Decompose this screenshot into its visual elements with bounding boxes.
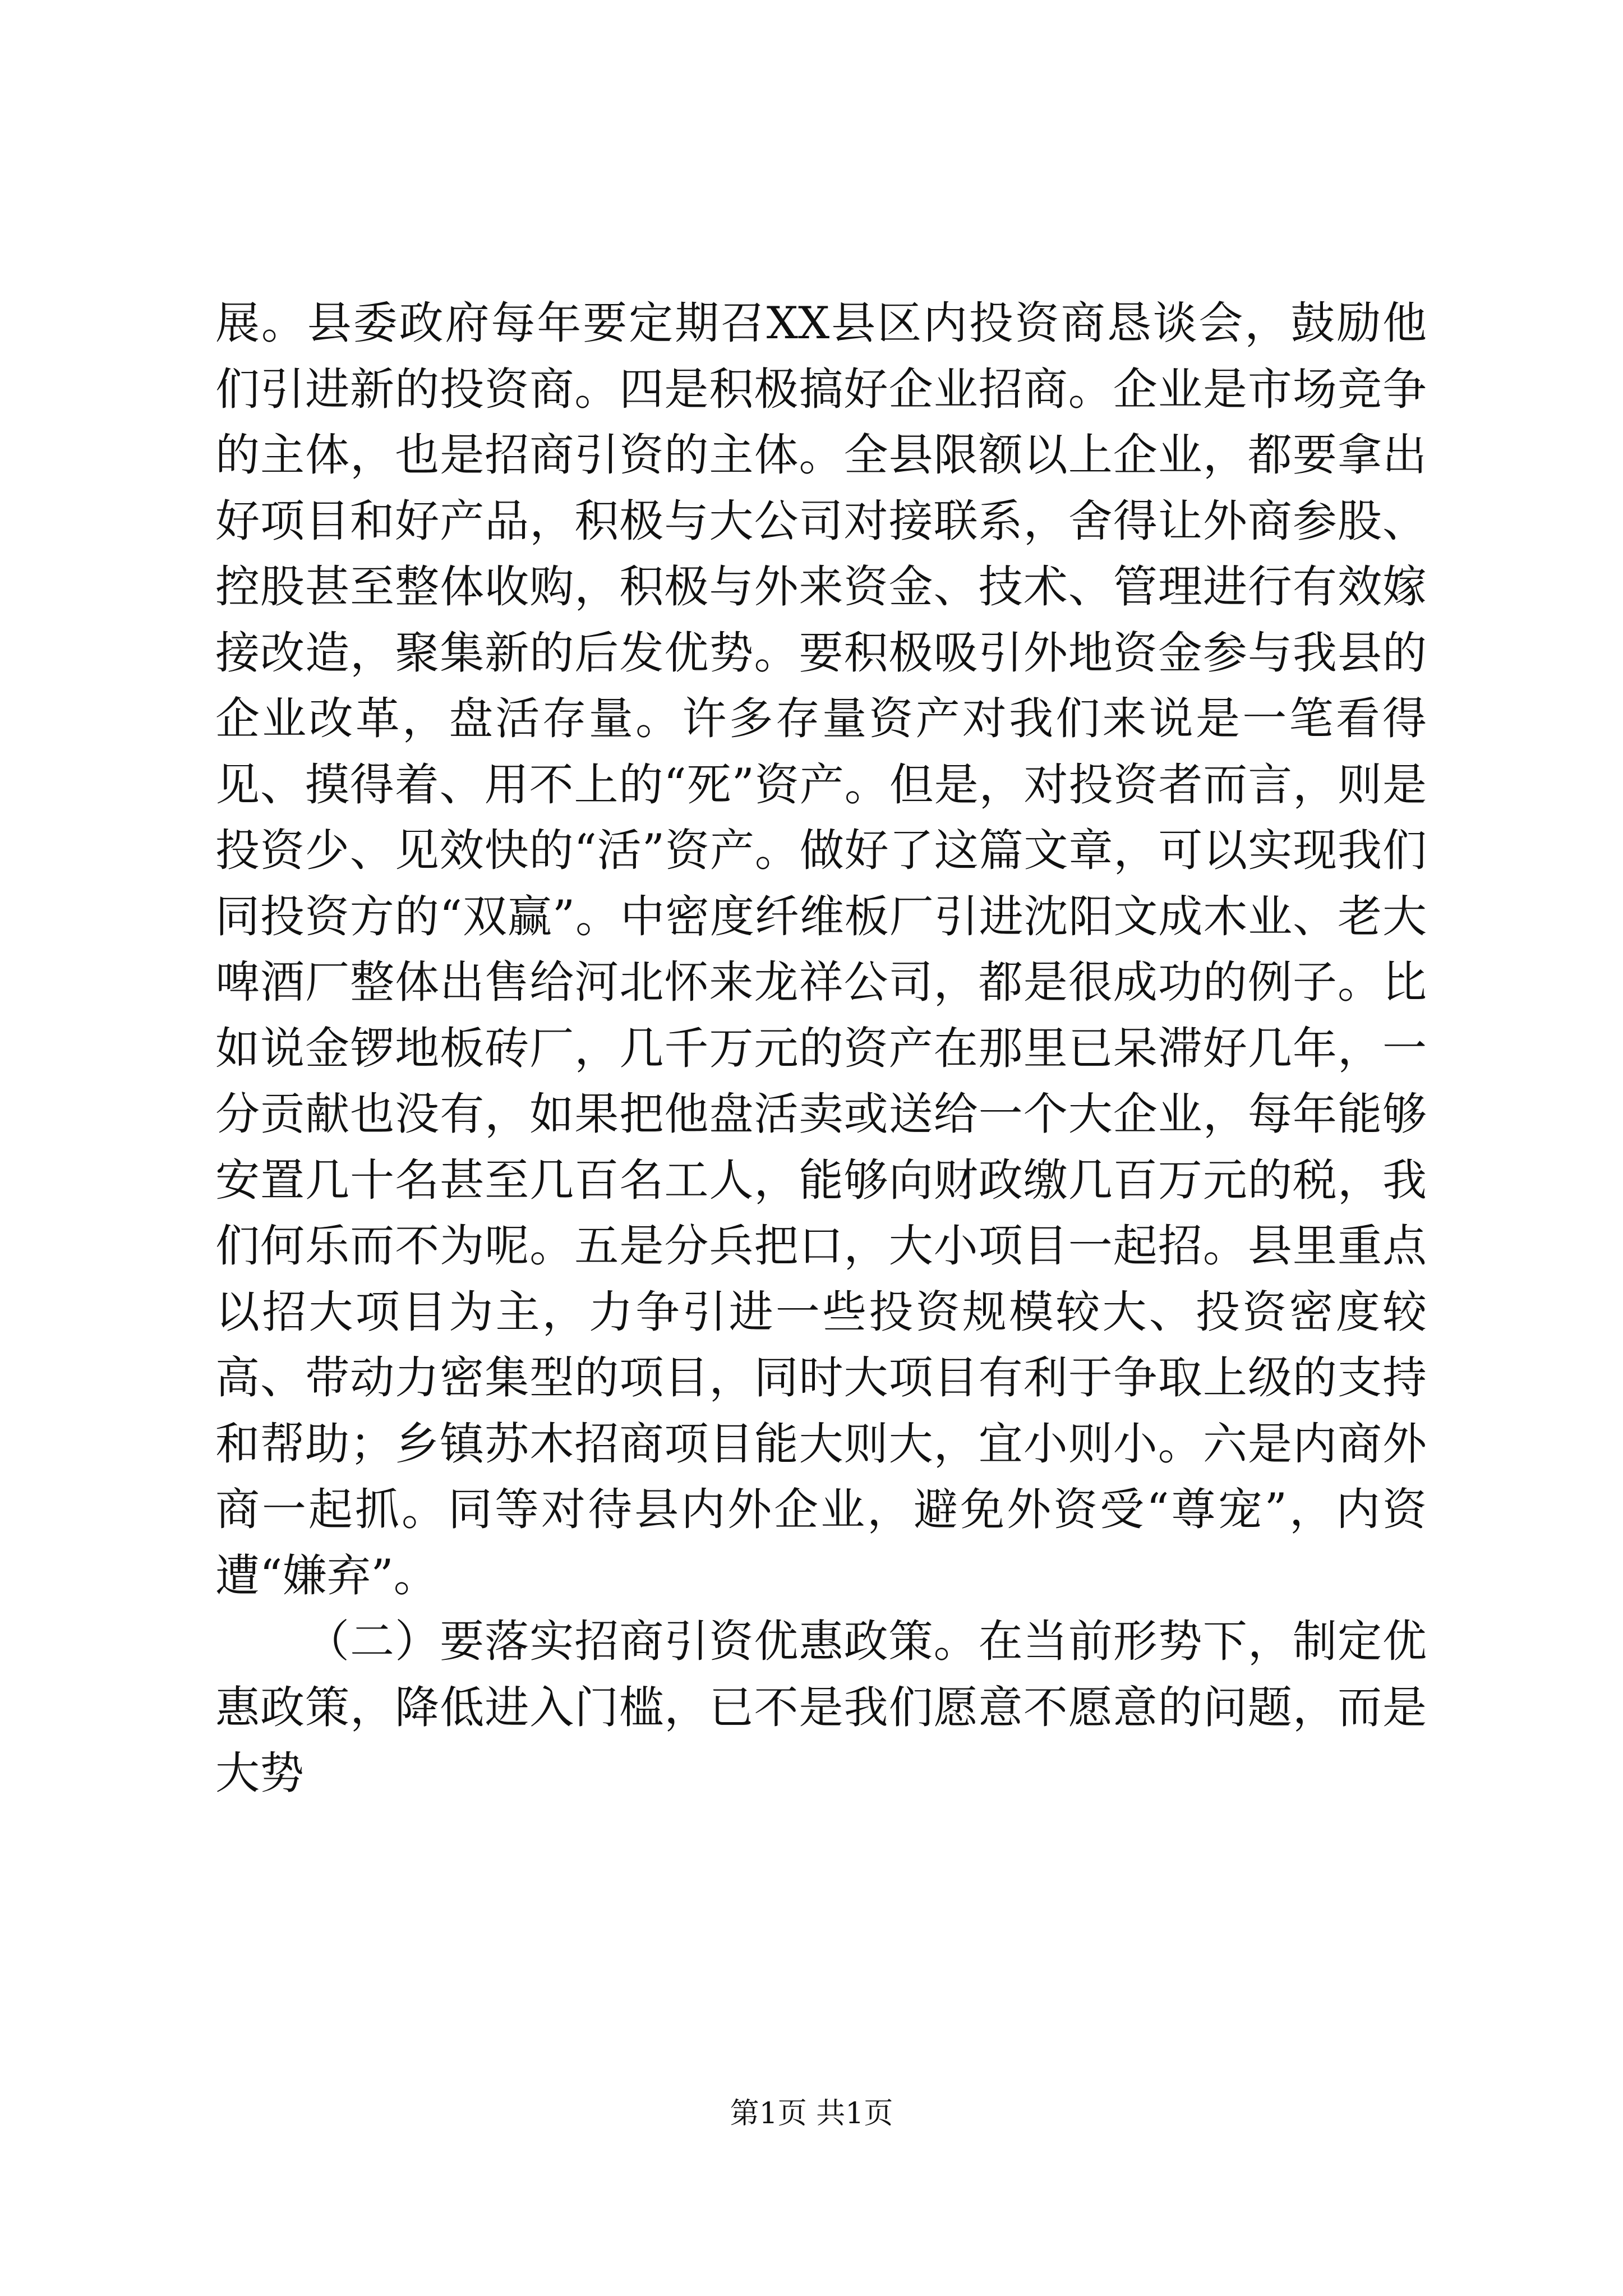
paragraph-2: （二）要落实招商引资优惠政策。在当前形势下，制定优惠政策，降低进入门槛，已不是我们愿意不愿意的问题，而是大势 [215, 1616, 1427, 1799]
paragraph-1: 展。县委政府每年要定期召XX县区内投资商恳谈会，鼓励他们引进新的投资商。四是积极搞好企业招商。企业是市场竞争的主体，也是招商引资的主体。全县限额以上企业，都要拿出好项目和好产品，积极与大公司对接联系，舍得让外商参股、控股甚至整体收购，积极与外来资金、技术、管理进行有效嫁接改造，聚集新的后发优势。要积极吸引外地资金参与我县的企业改革，盘活存量。许多存量资产对我们来说是一笔看得见、摸得着、用不上的“死”资产。但是，对投资者而言，则是投资少、见效快的“活”资产。做好了这篇文章，可以实现我们同投资方的“双赢”。中密度纤维板厂引进沈阳文成木业、老大啤酒厂整体出售给河北怀来龙祥公司，都是很成功的例子。比如说金锣地板砖厂，几千万元的资产在那里已呆滞好几年，一分贡献也没有，如果把他盘活卖或送给一个大企业，每年能够安置几十名甚至几百名工人，能够向财政缴几百万元的税，我们何乐而不为呢。五是分兵把口，大小项目一起招。县里重点以招大项目为主，力争引进一些投资规模较大、投资密度较高、带动力密集型的项目，同时大项目有利于争取上级的支持和帮助；乡镇苏木招商项目能大则大，宜小则小。六是内商外商一起抓。同等对待县内外企业，避免外资受“尊宠”，内资遭“嫌弃”。 [215, 297, 1427, 1602]
page-footer: 第1页 共1页 [730, 2097, 893, 2131]
document-body [215, 291, 1427, 1807]
